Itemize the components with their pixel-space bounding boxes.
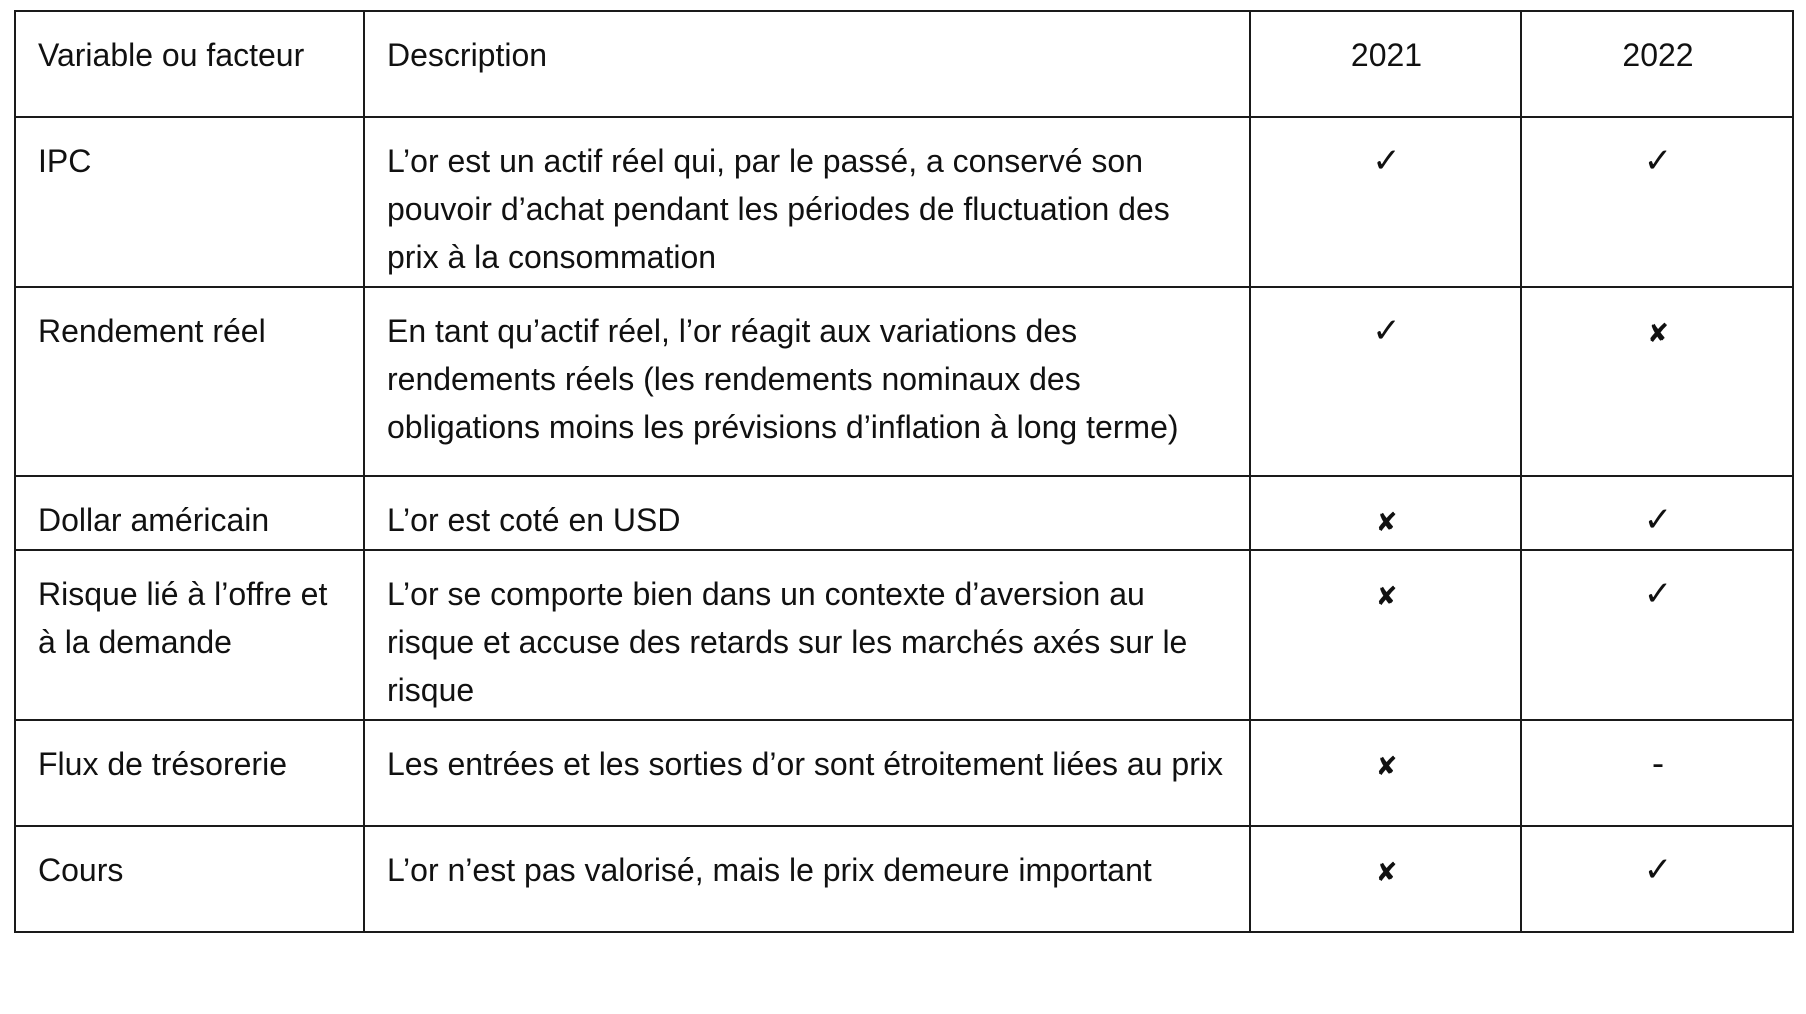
table-row [15, 476, 1793, 550]
row-description: L’or n’est pas valorisé, mais le prix demeure important [364, 826, 1250, 932]
cross-icon: ✘ [1647, 319, 1669, 349]
check-icon: ✓ [1643, 574, 1673, 614]
row-mark-2022 [1521, 476, 1793, 550]
row-mark-2021 [1250, 476, 1521, 550]
cross-icon: ✘ [1375, 582, 1398, 612]
row-mark-2022 [1521, 720, 1793, 826]
header-variable: Variable ou facteur [15, 11, 364, 117]
row-mark-2022 [1521, 550, 1793, 720]
row-mark-2021 [1250, 287, 1521, 476]
check-icon: ✓ [1372, 141, 1401, 181]
table-header-row [15, 11, 1793, 117]
header-year-2021: 2021 [1250, 11, 1521, 117]
cross-icon: ✘ [1375, 508, 1398, 538]
check-icon: ✓ [1643, 850, 1673, 890]
row-description: En tant qu’actif réel, l’or réagit aux variations des rendements réels (les rendements nominaux des obligations moins les prévisions d’inflation à long terme) [364, 287, 1250, 476]
row-description: L’or se comporte bien dans un contexte d’aversion au risque et accuse des retards sur les marchés axés sur le risque [364, 550, 1250, 720]
table-row [15, 117, 1793, 287]
row-mark-2021 [1250, 550, 1521, 720]
cross-icon: ✘ [1375, 752, 1398, 782]
table-row [15, 720, 1793, 826]
table-row [15, 287, 1793, 476]
table-row [15, 826, 1793, 932]
row-variable: Cours [15, 826, 364, 932]
row-variable: Dollar américain [15, 476, 364, 550]
check-icon: ✓ [1372, 311, 1401, 351]
row-description: L’or est coté en USD [364, 476, 1250, 550]
row-description: L’or est un actif réel qui, par le passé, a conservé son pouvoir d’achat pendant les périodes de fluctuation des prix à la consommation [364, 117, 1250, 287]
cross-icon: ✘ [1375, 858, 1398, 888]
header-year-2022: 2022 [1521, 11, 1793, 117]
row-mark-2021 [1250, 720, 1521, 826]
check-icon: ✓ [1643, 141, 1673, 181]
row-mark-2022 [1521, 826, 1793, 932]
dash-icon: - [1651, 744, 1665, 784]
table-row [15, 550, 1793, 720]
row-mark-2021 [1250, 826, 1521, 932]
row-mark-2022 [1521, 287, 1793, 476]
row-variable: Flux de trésorerie [15, 720, 364, 826]
row-variable: Risque lié à l’offre et à la demande [15, 550, 364, 720]
row-variable: Rendement réel [15, 287, 364, 476]
factors-table [14, 10, 1794, 933]
check-icon: ✓ [1643, 500, 1673, 540]
row-description: Les entrées et les sorties d’or sont étroitement liées au prix [364, 720, 1250, 826]
row-mark-2021 [1250, 117, 1521, 287]
row-mark-2022 [1521, 117, 1793, 287]
header-description: Description [364, 11, 1250, 117]
row-variable: IPC [15, 117, 364, 287]
